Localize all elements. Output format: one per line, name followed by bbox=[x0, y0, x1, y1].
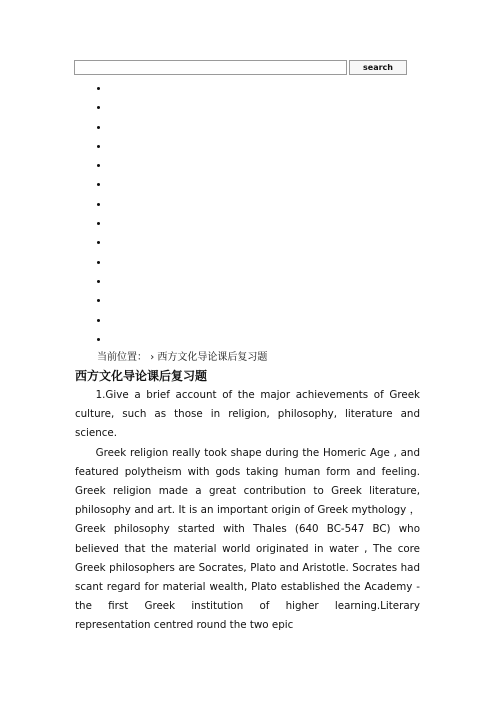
search-input[interactable] bbox=[74, 60, 347, 75]
search-button[interactable]: search bbox=[349, 60, 407, 75]
breadcrumb-prefix: 当前位置： bbox=[97, 352, 147, 363]
breadcrumb-separator-icon: › bbox=[150, 352, 155, 363]
page-title: 西方文化导论课后复习题 bbox=[75, 369, 208, 383]
breadcrumb-current-link[interactable]: 西方文化导论课后复习题 bbox=[157, 352, 268, 363]
article-body bbox=[75, 386, 420, 636]
search-bar bbox=[74, 60, 408, 75]
article-paragraph: Greek religion really took shape during the Homeric Age , and featured polytheism with gods taking human form and feeling. Greek religion made a great contribution to Greek literature, philosophy and art. It is an important origin of Greek mythology ，Greek philosophy started with Thales (640 BC-547 BC) who believed that the material world originated in water , The core Greek philosophers are Socrates, Plato and Aristotle. Socrates had scant regard for material wealth, Plato established the Academy - the first Greek institution of higher learning.Literary representation centred round the two epic bbox=[75, 446, 420, 632]
breadcrumb bbox=[97, 348, 267, 363]
article-paragraph: 1.Give a brief account of the major achievements of Greek culture, such as those in religion, philosophy, literature and science. bbox=[75, 389, 420, 440]
